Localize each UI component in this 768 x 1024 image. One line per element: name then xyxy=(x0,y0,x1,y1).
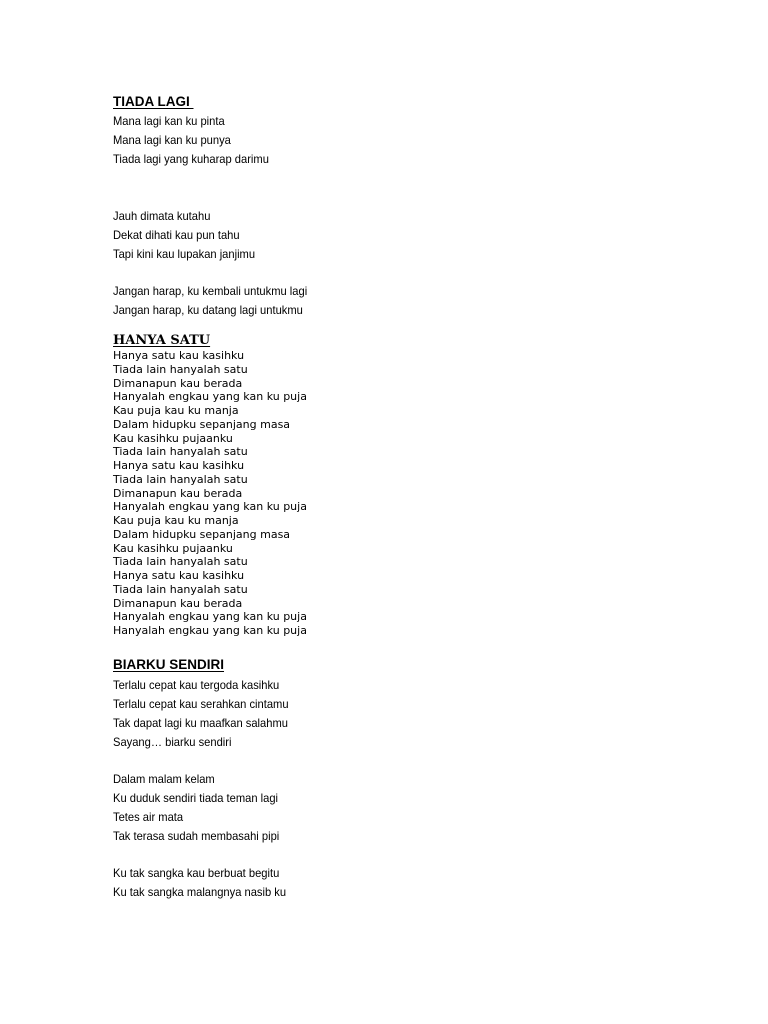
lyric-line: Tiada lain hanyalah satu xyxy=(113,472,248,486)
lyric-line: Dalam hidupku sepanjang masa xyxy=(113,417,291,431)
lyric-line: Hanyalah engkau yang kan ku puja xyxy=(113,500,307,514)
lyric-line: Dimanapun kau berada xyxy=(113,376,243,390)
lyric-line: Dimanapun kau berada xyxy=(113,486,243,500)
lyric-line: Tetes air mata xyxy=(113,809,184,824)
lyric-line: Dalam malam kelam xyxy=(113,771,215,786)
lyric-line: Mana lagi kan ku pinta xyxy=(113,114,225,128)
song-title: HANYA SATU xyxy=(113,333,211,348)
song-tiada-lagi xyxy=(113,92,713,320)
lyric-line: Hanyalah engkau yang kan ku puja xyxy=(113,624,307,637)
lyric-line: Terlalu cepat kau serahkan cintamu xyxy=(113,696,289,711)
lyric-line: Tak dapat lagi ku maafkan salahmu xyxy=(113,715,288,730)
lyric-line: Tiada lain hanyalah satu xyxy=(113,582,248,596)
stanza xyxy=(113,770,713,846)
lyric-line: Dimanapun kau berada xyxy=(113,596,243,610)
lyric-line: Terlalu cepat kau tergoda kasihku xyxy=(113,677,280,692)
lyric-line: Jauh dimata kutahu xyxy=(113,209,211,223)
lyric-line: Hanya satu kau kasihku xyxy=(113,349,245,362)
lyric-line: Hanyalah engkau yang kan ku puja xyxy=(113,390,307,404)
lyric-line: Ku tak sangka malangnya nasib ku xyxy=(113,884,287,899)
stanza xyxy=(113,349,713,638)
lyric-line: Sayang… biarku sendiri xyxy=(113,734,232,749)
lyric-line: Tiada lain hanyalah satu xyxy=(113,445,248,459)
lyric-line: Tiada lain hanyalah satu xyxy=(113,362,248,376)
lyric-line: Tak terasa sudah membasahi pipi xyxy=(113,828,280,843)
lyric-line: Jangan harap, ku datang lagi untukmu xyxy=(113,303,303,317)
lyric-line: Dekat dihati kau pun tahu xyxy=(113,228,240,242)
lyric-line: Kau kasihku pujaanku xyxy=(113,541,233,555)
lyric-line: Hanyalah engkau yang kan ku puja xyxy=(113,610,307,624)
song-title: TIADA LAGI xyxy=(113,94,194,109)
lyric-line: Kau puja kau ku manja xyxy=(113,404,239,417)
stanza xyxy=(113,282,713,320)
lyric-line: Kau puja kau ku manja xyxy=(113,514,239,527)
song-hanya-satu xyxy=(113,333,713,638)
lyrics-document xyxy=(113,92,713,902)
stanza xyxy=(113,207,713,264)
song-biarku-sendiri xyxy=(113,654,713,902)
lyric-line: Hanya satu kau kasihku xyxy=(113,569,245,582)
lyric-line: Ku tak sangka kau berbuat begitu xyxy=(113,865,280,880)
lyric-line: Mana lagi kan ku punya xyxy=(113,133,231,147)
song-title: BIARKU SENDIRI xyxy=(113,656,225,672)
lyric-line: Ku duduk sendiri tiada teman lagi xyxy=(113,790,279,805)
stanza xyxy=(113,676,713,752)
lyric-line: Dalam hidupku sepanjang masa xyxy=(113,527,291,541)
stanza xyxy=(113,112,713,169)
lyric-line: Kau kasihku pujaanku xyxy=(113,431,233,445)
lyric-line: Tiada lagi yang kuharap darimu xyxy=(113,152,269,166)
lyric-line: Tiada lain hanyalah satu xyxy=(113,555,248,569)
lyric-line: Tapi kini kau lupakan janjimu xyxy=(113,247,256,261)
lyric-line: Jangan harap, ku kembali untukmu lagi xyxy=(113,284,308,298)
lyric-line: Hanya satu kau kasihku xyxy=(113,459,245,472)
stanza xyxy=(113,864,713,902)
